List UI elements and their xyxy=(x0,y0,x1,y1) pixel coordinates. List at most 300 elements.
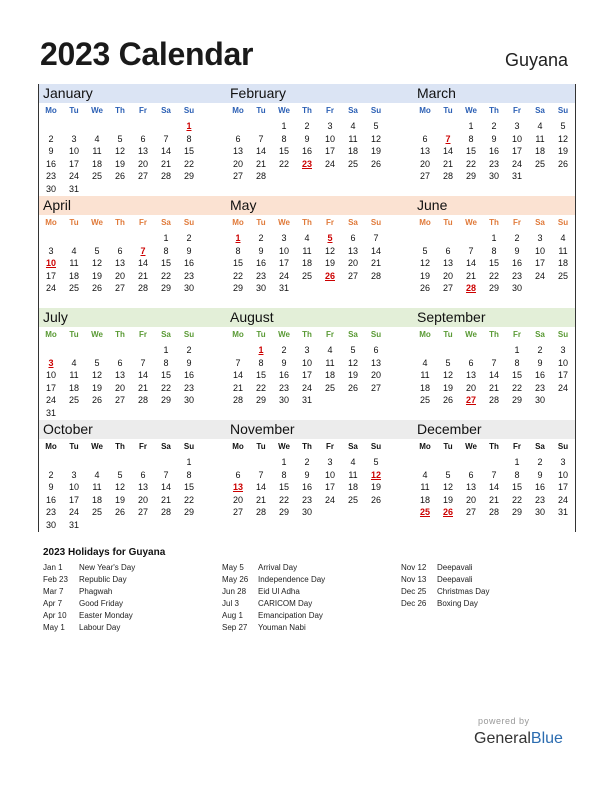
day-cell: 9 xyxy=(304,133,310,144)
weekday-label: We xyxy=(278,106,290,115)
holiday-date: Apr 10 xyxy=(43,611,67,620)
day-cell: 31 xyxy=(45,408,56,418)
day-cell: 25 xyxy=(91,507,102,518)
day-cell: 18 xyxy=(419,494,430,505)
day-cell: 19 xyxy=(324,258,335,269)
day-cell: 15 xyxy=(278,146,289,157)
day-cell: 25 xyxy=(68,395,79,406)
day-cell: 27 xyxy=(114,395,125,406)
day-cell: 9 xyxy=(514,245,520,256)
day-cell: 7 xyxy=(491,469,497,480)
day-cell: 30 xyxy=(255,283,266,294)
holiday-name: Good Friday xyxy=(79,599,124,608)
day-cell: 24 xyxy=(324,494,335,505)
day-cell: 22 xyxy=(160,382,171,393)
day-cell: 10 xyxy=(557,469,568,480)
day-cell: 10 xyxy=(557,357,568,368)
weekday-label: Th xyxy=(115,218,125,227)
holiday-name: New Year's Day xyxy=(79,563,136,572)
brand-logo-part: Blue xyxy=(530,730,563,747)
day-cell: 14 xyxy=(488,370,499,381)
day-cell: 12 xyxy=(114,482,125,493)
day-cell: 21 xyxy=(255,158,266,169)
day-cell: 11 xyxy=(348,133,358,144)
day-cell: 7 xyxy=(491,357,497,368)
day-cell: 23 xyxy=(255,270,266,281)
day-cell: 5 xyxy=(94,357,100,368)
day-cell: 13 xyxy=(137,146,148,157)
day-cell: 26 xyxy=(91,395,102,406)
day-cell: 18 xyxy=(347,482,358,493)
weekday-label: Mo xyxy=(419,218,431,227)
day-cell: 20 xyxy=(232,158,243,169)
day-cell: 28 xyxy=(488,507,499,518)
day-cell: 9 xyxy=(48,146,54,157)
holiday-row xyxy=(43,575,135,587)
day-cell: 31 xyxy=(278,283,289,294)
holiday-day-cell: 25 xyxy=(419,507,430,518)
weekday-label: We xyxy=(465,330,477,339)
weekday-label: Sa xyxy=(348,106,358,115)
holiday-name: Deepavali xyxy=(437,563,473,572)
day-cell: 6 xyxy=(117,357,123,368)
day-cell: 18 xyxy=(534,146,545,157)
day-cell: 27 xyxy=(137,507,148,518)
day-cell: 12 xyxy=(370,133,381,144)
weekday-label: Mo xyxy=(45,218,57,227)
day-cell: 5 xyxy=(117,133,123,144)
month-name: February xyxy=(230,85,287,101)
day-cell: 15 xyxy=(278,482,289,493)
day-cell: 4 xyxy=(94,469,100,480)
day-cell: 15 xyxy=(232,258,243,269)
holiday-date: Nov 12 xyxy=(401,563,427,572)
holiday-day-cell: 3 xyxy=(48,357,54,368)
brand-logo[interactable] xyxy=(474,730,563,748)
holiday-row xyxy=(401,599,489,611)
day-cell: 21 xyxy=(160,494,171,505)
day-cell: 3 xyxy=(327,121,333,131)
holiday-row xyxy=(43,587,135,599)
month-name: October xyxy=(43,421,93,437)
day-cell: 24 xyxy=(557,494,568,505)
holiday-day-cell: 1 xyxy=(258,345,264,355)
day-cell: 21 xyxy=(232,382,243,393)
day-cell: 10 xyxy=(324,133,335,144)
holiday-row xyxy=(222,623,325,635)
day-cell: 17 xyxy=(301,370,312,381)
day-cell: 7 xyxy=(258,133,264,144)
day-cell: 4 xyxy=(422,469,428,480)
day-cell: 11 xyxy=(69,370,79,381)
day-cell: 18 xyxy=(301,258,312,269)
day-cell: 8 xyxy=(163,245,169,256)
weekday-label: Su xyxy=(183,330,195,339)
holiday-name: Youman Nabi xyxy=(258,623,306,632)
weekday-label: Th xyxy=(302,330,312,339)
day-cell: 26 xyxy=(370,158,381,169)
weekday-label: Mo xyxy=(232,106,244,115)
day-cell: 20 xyxy=(370,370,381,381)
day-cell: 12 xyxy=(91,258,102,269)
day-cell: 11 xyxy=(325,357,335,368)
day-cell: 16 xyxy=(488,146,499,157)
day-cell: 22 xyxy=(183,158,194,169)
day-cell: 20 xyxy=(442,270,453,281)
day-cell: 23 xyxy=(45,171,56,182)
day-cell: 13 xyxy=(370,357,381,368)
day-cell: 17 xyxy=(324,482,335,493)
day-cell: 16 xyxy=(301,146,312,157)
day-cell: 16 xyxy=(534,482,545,493)
day-cell: 28 xyxy=(137,395,148,406)
day-cell: 14 xyxy=(232,370,243,381)
day-cell: 30 xyxy=(511,283,522,294)
holiday-row xyxy=(222,599,325,611)
day-cell: 3 xyxy=(327,457,333,467)
day-cell: 4 xyxy=(537,121,543,131)
day-cell: 21 xyxy=(442,158,453,169)
day-cell: 13 xyxy=(465,370,476,381)
day-cell: 16 xyxy=(45,494,56,505)
day-cell: 1 xyxy=(491,233,497,243)
day-cell: 15 xyxy=(488,258,499,269)
day-cell: 10 xyxy=(278,245,289,256)
weekday-label: Th xyxy=(302,106,312,115)
holiday-row xyxy=(401,587,489,599)
day-cell: 19 xyxy=(442,494,453,505)
weekday-label: Mo xyxy=(232,330,244,339)
day-cell: 23 xyxy=(534,382,545,393)
holiday-name: Easter Monday xyxy=(79,611,133,620)
holiday-date: Dec 25 xyxy=(401,587,427,596)
day-cell: 4 xyxy=(304,233,310,243)
day-cell: 24 xyxy=(301,382,312,393)
day-cell: 21 xyxy=(465,270,476,281)
day-cell: 5 xyxy=(373,121,379,131)
weekday-label: Th xyxy=(115,330,125,339)
day-cell: 13 xyxy=(347,245,358,256)
brand-logo-part: General xyxy=(474,730,531,747)
holidays-title: 2023 Holidays for Guyana xyxy=(43,547,166,558)
day-cell: 28 xyxy=(255,171,266,182)
weekday-label: Th xyxy=(302,442,312,451)
weekday-label: Mo xyxy=(232,218,244,227)
day-cell: 31 xyxy=(68,520,79,530)
holiday-day-cell: 10 xyxy=(45,258,56,269)
day-cell: 10 xyxy=(68,482,79,493)
day-cell: 17 xyxy=(68,494,79,505)
weekday-label: Su xyxy=(370,330,382,339)
day-cell: 22 xyxy=(465,158,476,169)
day-cell: 27 xyxy=(370,382,381,393)
day-cell: 14 xyxy=(137,258,148,269)
weekday-label: Su xyxy=(557,106,569,115)
day-cell: 14 xyxy=(442,146,453,157)
country-name: Guyana xyxy=(504,50,568,70)
day-cell: 11 xyxy=(92,146,102,157)
day-cell: 5 xyxy=(445,357,451,368)
day-cell: 19 xyxy=(347,370,358,381)
holiday-date: Dec 26 xyxy=(401,599,427,608)
day-cell: 31 xyxy=(511,171,522,182)
day-cell: 3 xyxy=(304,345,310,355)
weekday-label: Su xyxy=(557,442,569,451)
day-cell: 30 xyxy=(183,395,194,406)
holiday-name: Emancipation Day xyxy=(258,611,323,620)
day-cell: 11 xyxy=(69,258,79,269)
weekday-label: Th xyxy=(489,218,499,227)
day-cell: 2 xyxy=(537,345,543,355)
day-cell: 29 xyxy=(278,507,289,518)
day-cell: 11 xyxy=(420,482,430,493)
day-cell: 13 xyxy=(465,482,476,493)
holiday-date: Mar 7 xyxy=(43,587,64,596)
month-name: May xyxy=(230,197,257,213)
day-cell: 6 xyxy=(117,245,123,256)
holiday-date: Jul 3 xyxy=(222,599,239,608)
day-cell: 31 xyxy=(557,507,568,518)
quarter-header-band xyxy=(39,308,575,327)
holiday-date: Feb 23 xyxy=(43,575,68,584)
day-cell: 15 xyxy=(511,370,522,381)
day-cell: 21 xyxy=(488,494,499,505)
day-cell: 19 xyxy=(114,158,125,169)
holiday-day-cell: 12 xyxy=(370,469,381,480)
weekday-label: Tu xyxy=(256,330,266,339)
day-cell: 17 xyxy=(68,158,79,169)
weekday-label: Mo xyxy=(45,106,57,115)
day-cell: 4 xyxy=(350,121,356,131)
day-cell: 30 xyxy=(45,520,56,530)
day-cell: 11 xyxy=(535,133,545,144)
holiday-date: Sep 27 xyxy=(222,623,248,632)
day-cell: 1 xyxy=(163,233,169,243)
day-cell: 2 xyxy=(537,457,543,467)
day-cell: 3 xyxy=(560,345,566,355)
day-cell: 27 xyxy=(137,171,148,182)
holiday-date: May 1 xyxy=(43,623,65,632)
day-cell: 12 xyxy=(442,482,453,493)
month-name: January xyxy=(43,85,93,101)
day-cell: 16 xyxy=(255,258,266,269)
day-cell: 10 xyxy=(301,357,312,368)
day-cell: 27 xyxy=(419,171,430,182)
day-cell: 18 xyxy=(557,258,568,269)
day-cell: 20 xyxy=(232,494,243,505)
day-cell: 6 xyxy=(235,469,241,480)
day-cell: 13 xyxy=(114,370,125,381)
day-cell: 23 xyxy=(511,270,522,281)
quarter-header-band xyxy=(39,420,575,439)
day-cell: 9 xyxy=(304,469,310,480)
day-cell: 17 xyxy=(557,482,568,493)
quarter-header-band xyxy=(39,196,575,215)
weekday-label: Mo xyxy=(419,442,431,451)
month-name: March xyxy=(417,85,456,101)
day-cell: 18 xyxy=(68,382,79,393)
holiday-date: Apr 7 xyxy=(43,599,63,608)
weekday-label: Sa xyxy=(535,330,545,339)
weekday-label: Tu xyxy=(443,106,453,115)
day-cell: 13 xyxy=(137,482,148,493)
day-cell: 28 xyxy=(232,395,243,406)
weekday-label: Sa xyxy=(535,106,545,115)
holiday-day-cell: 23 xyxy=(301,158,312,169)
day-cell: 19 xyxy=(91,382,102,393)
day-cell: 1 xyxy=(468,121,474,131)
day-cell: 14 xyxy=(488,482,499,493)
weekday-label: Th xyxy=(115,106,125,115)
day-cell: 10 xyxy=(45,370,56,381)
day-cell: 28 xyxy=(370,270,381,281)
day-cell: 26 xyxy=(419,283,430,294)
weekday-label: Su xyxy=(183,106,195,115)
day-cell: 11 xyxy=(348,469,358,480)
day-cell: 4 xyxy=(71,357,77,368)
day-cell: 25 xyxy=(68,283,79,294)
day-cell: 30 xyxy=(534,507,545,518)
day-cell: 30 xyxy=(45,184,56,194)
weekday-label: Fr xyxy=(513,218,521,227)
day-cell: 3 xyxy=(514,121,520,131)
day-cell: 22 xyxy=(160,270,171,281)
day-cell: 19 xyxy=(91,270,102,281)
day-cell: 2 xyxy=(491,121,497,131)
day-cell: 8 xyxy=(186,133,192,144)
day-cell: 1 xyxy=(514,457,520,467)
day-cell: 21 xyxy=(137,382,148,393)
holiday-name: Eid Ul Adha xyxy=(258,587,300,596)
day-cell: 26 xyxy=(442,395,453,406)
holiday-row xyxy=(43,599,135,611)
day-cell: 1 xyxy=(281,457,287,467)
month-name: July xyxy=(43,309,68,325)
day-cell: 29 xyxy=(232,283,243,294)
weekday-label: Tu xyxy=(256,106,266,115)
weekday-label: Su xyxy=(183,218,195,227)
day-cell: 22 xyxy=(232,270,243,281)
day-cell: 18 xyxy=(324,370,335,381)
day-cell: 3 xyxy=(71,133,77,144)
holiday-date: Nov 13 xyxy=(401,575,427,584)
day-cell: 13 xyxy=(232,146,243,157)
day-cell: 16 xyxy=(183,258,194,269)
holiday-column xyxy=(401,563,489,611)
day-cell: 8 xyxy=(468,133,474,144)
weekday-label: We xyxy=(91,442,103,451)
day-cell: 17 xyxy=(557,370,568,381)
day-cell: 29 xyxy=(160,283,171,294)
day-cell: 17 xyxy=(45,382,56,393)
day-cell: 23 xyxy=(278,382,289,393)
weekday-label: Mo xyxy=(419,330,431,339)
weekday-label: Fr xyxy=(326,330,334,339)
holiday-day-cell: 26 xyxy=(324,270,335,281)
weekday-label: Sa xyxy=(348,442,358,451)
day-cell: 29 xyxy=(511,395,522,406)
day-cell: 8 xyxy=(514,469,520,480)
day-cell: 23 xyxy=(488,158,499,169)
day-cell: 7 xyxy=(258,469,264,480)
day-cell: 17 xyxy=(45,270,56,281)
day-cell: 13 xyxy=(419,146,430,157)
day-cell: 16 xyxy=(301,482,312,493)
month-name: November xyxy=(230,421,295,437)
day-cell: 19 xyxy=(557,146,568,157)
day-cell: 22 xyxy=(183,494,194,505)
day-cell: 10 xyxy=(511,133,522,144)
day-cell: 24 xyxy=(45,395,56,406)
holiday-row xyxy=(401,575,489,587)
day-cell: 28 xyxy=(160,507,171,518)
day-cell: 25 xyxy=(347,494,358,505)
day-cell: 2 xyxy=(304,121,310,131)
holiday-row xyxy=(43,611,135,623)
day-cell: 10 xyxy=(68,146,79,157)
day-cell: 27 xyxy=(465,507,476,518)
weekday-label: We xyxy=(465,442,477,451)
day-cell: 14 xyxy=(137,370,148,381)
day-cell: 14 xyxy=(160,482,171,493)
day-cell: 11 xyxy=(558,245,568,256)
day-cell: 3 xyxy=(281,233,287,243)
day-cell: 6 xyxy=(350,233,356,243)
holiday-day-cell: 5 xyxy=(327,233,333,243)
holiday-name: Labour Day xyxy=(79,623,121,632)
weekday-label: Su xyxy=(370,106,382,115)
holiday-row xyxy=(401,563,489,575)
day-cell: 26 xyxy=(557,158,568,169)
day-cell: 9 xyxy=(186,357,192,368)
holiday-row xyxy=(43,563,135,575)
calendar-grid xyxy=(38,84,576,532)
day-cell: 27 xyxy=(114,283,125,294)
day-cell: 4 xyxy=(560,233,566,243)
weekday-label: Fr xyxy=(513,106,521,115)
day-cell: 7 xyxy=(163,133,169,144)
day-cell: 17 xyxy=(511,146,522,157)
day-cell: 19 xyxy=(419,270,430,281)
day-cell: 18 xyxy=(68,270,79,281)
day-cell: 22 xyxy=(488,270,499,281)
day-cell: 24 xyxy=(557,382,568,393)
weekday-label: Fr xyxy=(139,106,147,115)
holiday-day-cell: 7 xyxy=(445,133,451,144)
holiday-day-cell: 13 xyxy=(232,482,243,493)
day-cell: 2 xyxy=(48,469,54,480)
day-cell: 25 xyxy=(347,158,358,169)
day-cell: 24 xyxy=(511,158,522,169)
weekday-label: Tu xyxy=(69,106,79,115)
day-cell: 4 xyxy=(327,345,333,355)
weekday-label: Fr xyxy=(513,330,521,339)
day-cell: 16 xyxy=(534,370,545,381)
day-cell: 9 xyxy=(281,357,287,368)
weekday-label: Sa xyxy=(535,218,545,227)
weekday-label: Mo xyxy=(45,442,57,451)
day-cell: 4 xyxy=(71,245,77,256)
holiday-name: Boxing Day xyxy=(437,599,478,608)
day-cell: 29 xyxy=(465,171,476,182)
day-cell: 1 xyxy=(281,121,287,131)
weekday-label: We xyxy=(278,218,290,227)
day-cell: 6 xyxy=(373,345,379,355)
holiday-date: May 26 xyxy=(222,575,249,584)
day-cell: 20 xyxy=(347,258,358,269)
day-cell: 26 xyxy=(347,382,358,393)
day-cell: 1 xyxy=(186,457,192,467)
